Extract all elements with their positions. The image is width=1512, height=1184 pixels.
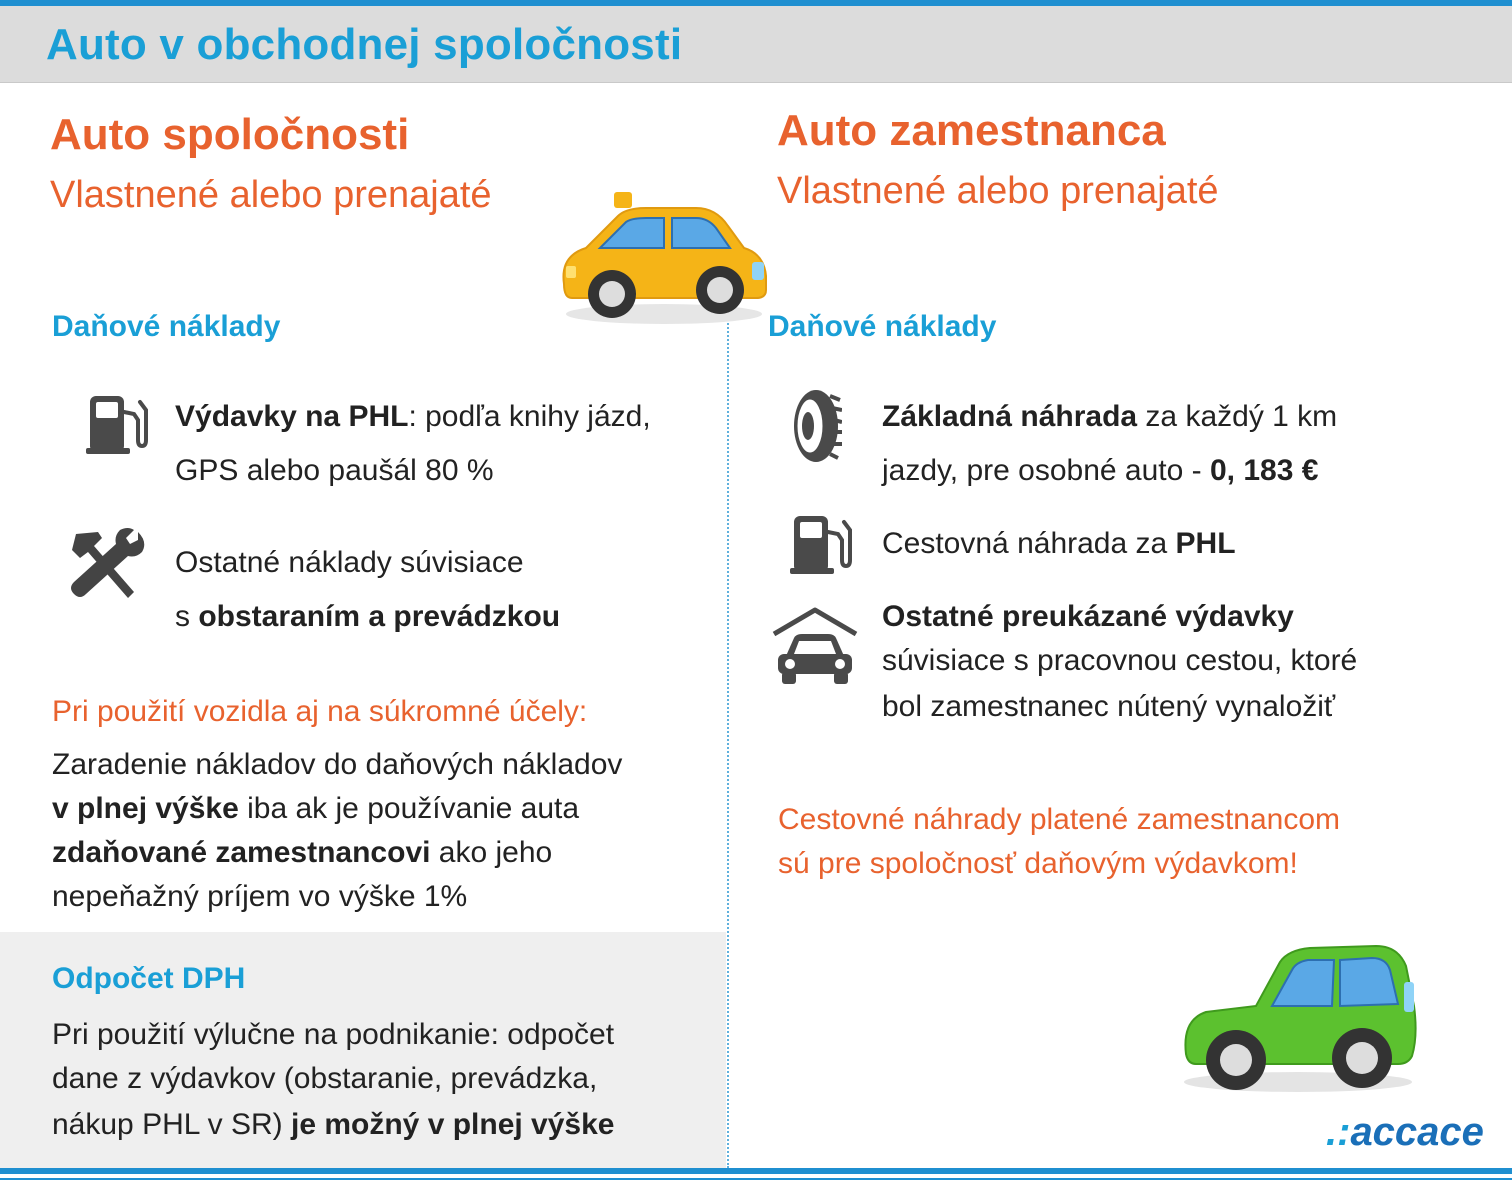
- tire-icon: [786, 386, 842, 466]
- private-use-line4: nepeňažný príjem vo výške 1%: [52, 880, 468, 913]
- vat-line3: nákup PHL v SR) je možný v plnej výške: [52, 1108, 615, 1141]
- right-item1-line1: Základná náhrada za každý 1 km: [882, 400, 1338, 433]
- right-item3-line2: súvisiace s pracovnou cestou, ktoré: [882, 644, 1358, 677]
- bottom-accent-line-thin: [0, 1178, 1512, 1180]
- tools-icon: [68, 528, 148, 602]
- left-subheading: Vlastnené alebo prenajaté: [50, 174, 492, 216]
- vat-title: Odpočet DPH: [52, 962, 246, 995]
- left-item2-line1: Ostatné náklady súvisiace: [175, 546, 524, 579]
- right-note-line2: sú pre spoločnosť daňovým výdavkom!: [778, 847, 1298, 880]
- left-item2-line2: s obstaraním a prevádzkou: [175, 600, 561, 633]
- title-bar: [0, 6, 1512, 83]
- right-item3-line1: Ostatné preukázané výdavky: [882, 600, 1294, 633]
- vat-line1: Pri použití výlučne na podnikanie: odpočet: [52, 1018, 615, 1051]
- green-car-icon: [1176, 936, 1420, 1096]
- left-item1-line1: Výdavky na PHL: podľa knihy jázd,: [175, 400, 651, 433]
- right-tax-costs-title: Daňové náklady: [768, 310, 997, 343]
- private-use-line3: zdaňované zamestnancovi ako jeho: [52, 836, 553, 869]
- page-title: Auto v obchodnej spoločnosti: [46, 20, 683, 69]
- right-heading: Auto zamestnanca: [777, 106, 1166, 155]
- fuel-pump-icon: [86, 392, 148, 456]
- right-item2: Cestovná náhrada za PHL: [882, 527, 1236, 560]
- right-subheading: Vlastnené alebo prenajaté: [777, 170, 1219, 212]
- right-note-line1: Cestovné náhrady platené zamestnancom: [778, 803, 1341, 836]
- left-heading: Auto spoločnosti: [50, 110, 410, 159]
- left-tax-costs-title: Daňové náklady: [52, 310, 281, 343]
- right-item3-line3: bol zamestnanec nútený vynaložiť: [882, 690, 1336, 723]
- right-item1-line2: jazdy, pre osobné auto - 0, 183 €: [882, 454, 1319, 487]
- column-divider: [727, 312, 729, 1168]
- car-garage-icon: [770, 606, 860, 688]
- taxi-car-icon: [556, 186, 770, 328]
- private-use-title: Pri použití vozidla aj na súkromné účely:: [52, 695, 588, 728]
- bottom-accent-line: [0, 1168, 1512, 1174]
- fuel-pump-icon: [790, 512, 852, 576]
- accace-logo: .:accace: [1326, 1110, 1484, 1154]
- private-use-line1: Zaradenie nákladov do daňových nákladov: [52, 748, 623, 781]
- vat-line2: dane z výdavkov (obstaranie, prevádzka,: [52, 1062, 598, 1095]
- private-use-line2: v plnej výške iba ak je používanie auta: [52, 792, 580, 825]
- left-item1-line2: GPS alebo paušál 80 %: [175, 454, 494, 487]
